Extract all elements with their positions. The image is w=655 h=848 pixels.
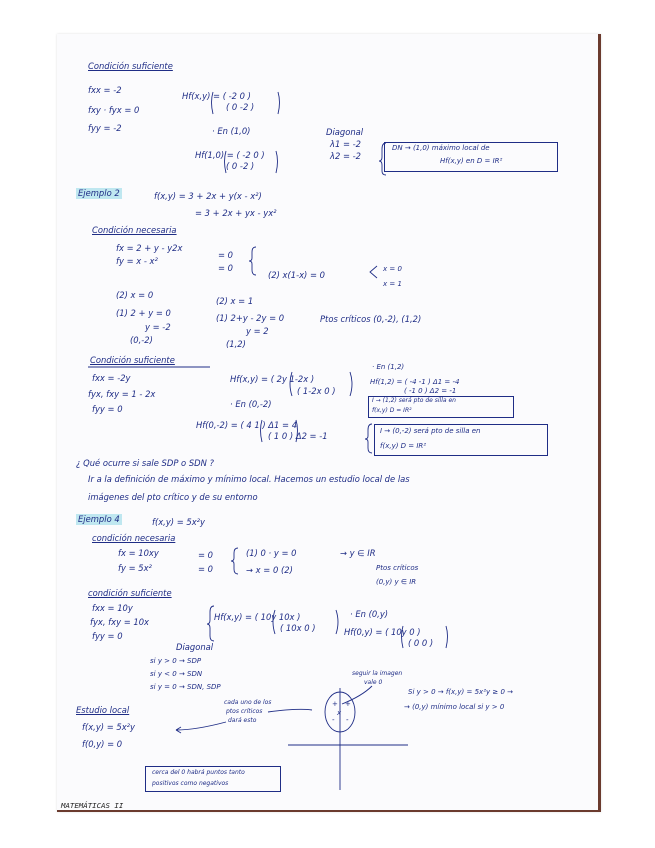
critical-points-ej2: Ptos críticos (0,-2), (1,2)	[320, 314, 422, 324]
brace-5	[365, 424, 372, 453]
case-x0: (2) x = 0	[116, 290, 154, 300]
minus-sign-2: -	[346, 716, 349, 724]
function-ej2: f(x,y) = 3 + 2x + y(x - x²)	[154, 191, 262, 201]
conclusion-1-2-line1: I → (1,2) será pto de silla en	[372, 397, 456, 404]
fy-ej4: fy = 5x²	[118, 563, 152, 573]
fxx-ej4: fxx = 10y	[92, 603, 133, 613]
en-1-2: · En (1,2)	[372, 363, 405, 371]
x-zero-ej4: → x = 0 (2)	[246, 565, 293, 575]
hessian-1-0: Hf(1,0) = ( -2 0 )	[195, 150, 265, 160]
eq-1-ej4: (1) 0 · y = 0	[246, 548, 297, 558]
point-0-m2: (0,-2)	[130, 335, 153, 345]
heading-cond-suficiente-2: Condición suficiente	[90, 355, 175, 365]
plus-sign-1: +	[332, 700, 338, 708]
note-arrow	[176, 722, 226, 730]
minus-sign-1: -	[332, 716, 335, 724]
conclusion-0-m2-line2: f(x,y) D = IR²	[380, 442, 427, 450]
en-0-y: · En (0,y)	[350, 609, 389, 619]
note-vale-0: vale 0	[364, 679, 383, 686]
brace-2	[249, 247, 256, 275]
case-x0-y: y = -2	[145, 322, 171, 332]
hessian-ej4-row2: ( 10x 0 )	[280, 623, 316, 633]
fxy-ej2: fyx, fxy = 1 - 2x	[88, 389, 156, 399]
heading-estudio-local: Estudio local	[76, 705, 130, 715]
answer-line1: Ir a la definición de máximo y mínimo local. Hacemos un estudio local de las	[88, 474, 410, 484]
branch-arrow	[370, 266, 377, 278]
conclusion-0-m2-line1: I → (0,-2) será pto de silla en	[380, 427, 481, 435]
eq-zero-1: = 0	[218, 250, 234, 260]
function-study: f(x,y) = 5x²y	[82, 722, 135, 732]
case-x1: (2) x = 1	[216, 296, 254, 306]
lambda-2: λ2 = -2	[330, 151, 361, 161]
fxy-line: fxy · fyx = 0	[88, 105, 140, 115]
hessian-general: Hf(x,y) = ( -2 0 )	[182, 91, 251, 101]
root-x0: x = 0	[383, 265, 402, 273]
hessian-ej2: Hf(x,y) = ( 2y 1-2x )	[230, 374, 315, 384]
fx-ej2: fx = 2 + y - y2x	[116, 243, 183, 253]
case-y-pos: si y > 0 → SDP	[150, 657, 202, 665]
critical-label-ej4: Ptos críticos	[376, 564, 419, 572]
hessian-0-y-row2: ( 0 0 )	[408, 638, 434, 648]
conclusion-1-line2: Hf(x,y) en D = IR²	[440, 157, 503, 165]
page-footer: MATEMÁTICAS II	[61, 801, 124, 810]
brace-3	[207, 606, 214, 641]
heading-ejemplo-4: Ejemplo 4	[78, 514, 120, 524]
fx-ej4: fx = 10xy	[118, 548, 159, 558]
critical-points-ej4: (0,y) y ∈ IR	[376, 578, 417, 586]
hessian-ej4: Hf(x,y) = ( 10y 10x )	[214, 612, 301, 622]
root-x1: x = 1	[383, 280, 402, 288]
factor-eq: (2) x(1-x) = 0	[268, 270, 325, 280]
y-in-R: → y ∈ IR	[340, 548, 376, 558]
hessian-0-m2: Hf(0,-2) = ( 4 1 ) Δ1 = 4	[196, 420, 298, 430]
fy-ej2: fy = x - x²	[116, 256, 158, 266]
point-1-2: (1,2)	[226, 339, 246, 349]
note-dara-esto: dará esto	[228, 717, 257, 724]
en-0-m2: · En (0,-2)	[230, 399, 272, 409]
hessian-ej2-row2: ( 1-2x 0 )	[297, 386, 336, 396]
fyy-line: fyy = -2	[88, 123, 122, 133]
fxx-line: fxx = -2	[88, 85, 122, 95]
conclusion-1-2-line2: f(x,y) D = IR²	[372, 407, 412, 414]
note-seguir-imagen: seguir la imagen	[352, 670, 403, 677]
case-x0-eq: (1) 2 + y = 0	[116, 308, 171, 318]
function-ej4: f(x,y) = 5x²y	[152, 517, 205, 527]
heading-ejemplo-2: Ejemplo 2	[78, 188, 120, 198]
diagonal-ej4: Diagonal	[176, 642, 214, 652]
diagonal-label: Diagonal	[326, 127, 364, 137]
note-near-zero-line2: positivos como negativos	[152, 780, 229, 787]
hessian-general-row2: ( 0 -2 )	[226, 102, 255, 112]
lambda-1: λ1 = -2	[330, 139, 361, 149]
hessian-1-0-row2: ( 0 -2 )	[226, 161, 255, 171]
case-x1-y: y = 2	[246, 326, 269, 336]
fyy-ej2: fyy = 0	[92, 404, 123, 414]
case-y-neg: si y < 0 → SDN	[150, 670, 203, 678]
result-line2: → (0,y) mínimo local si y > 0	[404, 703, 505, 711]
heading-cond-necesaria-2: Condición necesaria	[92, 225, 177, 235]
eq-zero-2: = 0	[218, 263, 234, 273]
fxy-ej4: fyx, fxy = 10x	[90, 617, 150, 627]
en-point-1-0: · En (1,0)	[212, 126, 251, 136]
brace-4	[231, 548, 238, 574]
case-y-zero: si y = 0 → SDN, SDP	[150, 683, 221, 691]
brace-1	[379, 143, 386, 175]
hessian-0-y: Hf(0,y) = ( 10y 0 )	[344, 627, 421, 637]
heading-cond-necesaria-4: condición necesaria	[92, 533, 176, 543]
fyy-ej4: fyy = 0	[92, 631, 123, 641]
conclusion-1-line1: DN → (1,0) máximo local de	[392, 144, 490, 152]
case-x1-eq: (1) 2+y - 2y = 0	[216, 313, 285, 323]
eq-zero-3: = 0	[198, 550, 214, 560]
function-at-0-y: f(0,y) = 0	[82, 739, 123, 749]
plus-sign-2: +	[345, 700, 351, 708]
result-line1: Si y > 0 → f(x,y) = 5x²y ≥ 0 →	[408, 688, 513, 696]
question-sdp-sdn: ¿ Qué ocurre si sale SDP o SDN ?	[76, 458, 214, 468]
note-near-zero-line1: cerca del 0 habrá puntos tanto	[152, 769, 245, 776]
answer-line2: imágenes del pto crítico y de su entorno	[88, 492, 258, 502]
center-mark: x	[337, 709, 342, 717]
note-cada-uno: cada uno de los	[224, 699, 272, 706]
note-ptos-criticos: ptos críticos	[226, 708, 263, 715]
hessian-1-2-row2: ( -1 0 ) Δ2 = -1	[404, 387, 457, 395]
heading-cond-suficiente-4: condición suficiente	[88, 588, 172, 598]
eq-zero-4: = 0	[198, 564, 214, 574]
hessian-0-m2-row2: ( 1 0 ) Δ2 = -1	[268, 431, 328, 441]
heading-cond-suficiente-1: Condición suficiente	[88, 61, 173, 71]
fxx-ej2: fxx = -2y	[92, 373, 131, 383]
function-ej2-expanded: = 3 + 2x + yx - yx²	[195, 208, 277, 218]
hessian-1-2: Hf(1,2) = ( -4 -1 ) Δ1 = -4	[370, 378, 460, 386]
